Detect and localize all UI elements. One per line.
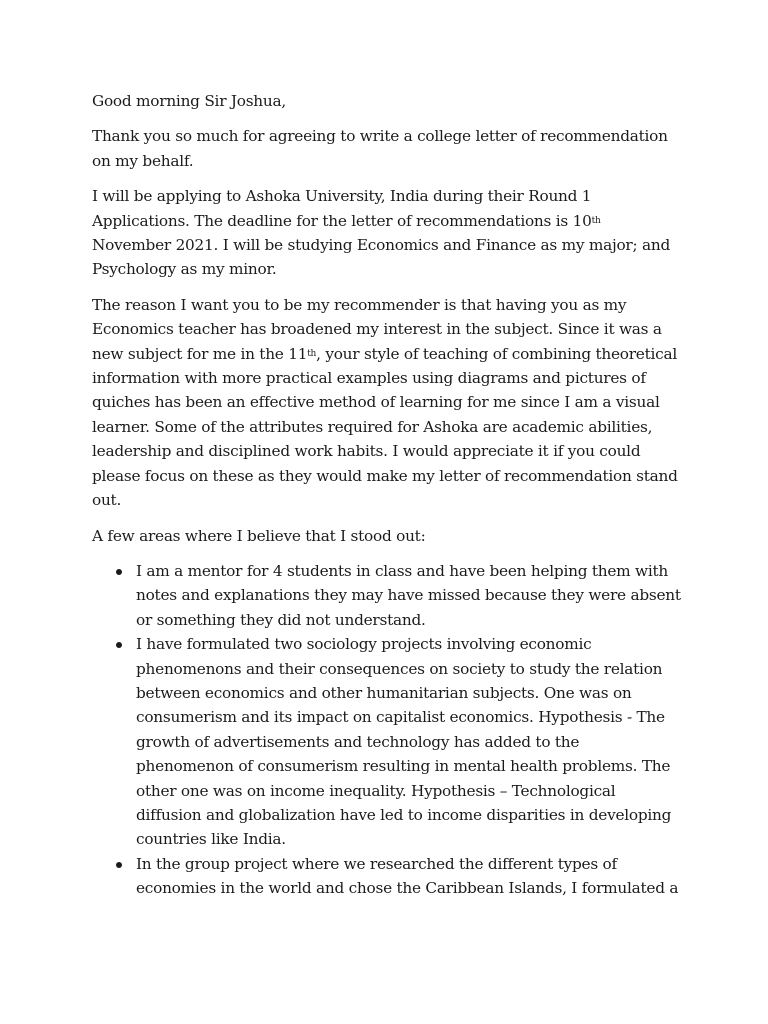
text-line: notes and explanations they may have missed because they were absent xyxy=(136,586,681,605)
greeting xyxy=(92,89,682,113)
text-line: on my behalf. xyxy=(92,151,194,170)
bullet-icon xyxy=(116,569,122,575)
text-line: phenomenon of consumerism resulting in mental health problems. The xyxy=(136,757,671,776)
text-line: learner. Some of the attributes required for Ashoka are academic abilities, xyxy=(92,417,653,436)
text-line: please focus on these as they would make my letter of recommendation stand xyxy=(92,466,678,485)
text-line: Psychology as my minor. xyxy=(92,260,277,279)
paragraph-reason xyxy=(92,293,682,513)
text-line: I am a mentor for 4 students in class and have been helping them with xyxy=(136,561,669,580)
paragraph-thanks xyxy=(92,124,682,173)
superscript: th xyxy=(591,215,601,226)
paragraph-application xyxy=(92,184,682,282)
achievements-list xyxy=(92,559,682,901)
text-line: economies in the world and chose the Caribbean Islands, I formulated a xyxy=(136,879,679,898)
text-line: Economics teacher has broadened my interest in the subject. Since it was a xyxy=(92,320,662,339)
letter-body xyxy=(92,89,682,901)
text-line: or something they did not understand. xyxy=(136,610,426,629)
text-line: between economics and other humanitarian subjects. One was on xyxy=(136,683,632,702)
text-line: I have formulated two sociology projects involving economic xyxy=(136,635,592,654)
text-line: out. xyxy=(92,491,122,510)
superscript: th xyxy=(307,348,317,359)
text-line: quiches has been an effective method of learning for me since I am a visual xyxy=(92,393,660,412)
text-line: information with more practical examples using diagrams and pictures of xyxy=(92,369,646,388)
greeting-text: Good morning Sir Joshua, xyxy=(92,92,286,110)
text-line: growth of advertisements and technology has added to the xyxy=(136,732,580,751)
text-line: A few areas where I believe that I stood out: xyxy=(92,526,426,545)
text-line: In the group project where we researched the different types of xyxy=(136,854,617,873)
text-line: November 2021. I will be studying Economics and Finance as my major; and xyxy=(92,236,671,255)
list-item xyxy=(92,852,682,901)
text-line: other one was on income inequality. Hypothesis – Technological xyxy=(136,781,616,800)
bullet-icon xyxy=(116,862,122,868)
text-line xyxy=(92,342,682,366)
text-line: consumerism and its impact on capitalist economics. Hypothesis - The xyxy=(136,708,665,727)
list-item xyxy=(92,632,682,852)
text-line: countries like India. xyxy=(136,830,286,849)
text-line: diffusion and globalization have led to income disparities in developing xyxy=(136,805,672,824)
text-fragment: Applications. The deadline for the letter of recommendations is 10 xyxy=(92,211,592,230)
text-line: The reason I want you to be my recommender is that having you as my xyxy=(92,295,627,314)
paragraph-intro-list xyxy=(92,524,682,548)
text-fragment: new subject for me in the 11 xyxy=(92,344,308,363)
text-line xyxy=(92,209,682,233)
text-fragment: , your style of teaching of combining theoretical xyxy=(316,344,677,363)
text-line: leadership and disciplined work habits. I would appreciate it if you could xyxy=(92,442,641,461)
bullet-icon xyxy=(116,642,122,648)
list-item xyxy=(92,559,682,632)
text-line: phenomenons and their consequences on society to study the relation xyxy=(136,659,663,678)
text-line: Thank you so much for agreeing to write a college letter of recommendation xyxy=(92,127,668,146)
text-line: I will be applying to Ashoka University, India during their Round 1 xyxy=(92,187,592,206)
